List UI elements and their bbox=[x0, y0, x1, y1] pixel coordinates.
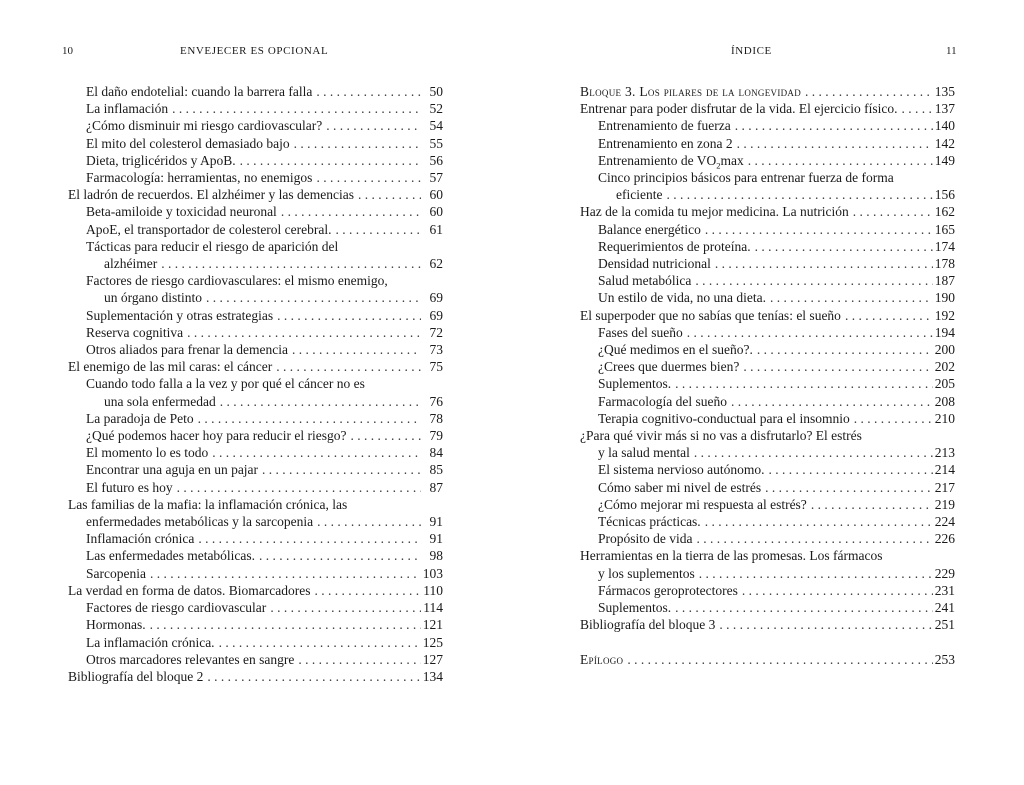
entry-title: El futuro es hoy bbox=[86, 479, 173, 495]
toc-section-entry bbox=[580, 135, 955, 152]
entry-title: Bibliografía del bloque 2 bbox=[68, 668, 204, 684]
entry-title: La inflamación crónica. bbox=[86, 634, 215, 650]
running-head: ÍNDICE bbox=[731, 45, 772, 57]
entry-page-number: 84 bbox=[429, 445, 443, 461]
entry-title: Cómo saber mi nivel de estrés bbox=[598, 479, 762, 495]
toc-section-entry bbox=[580, 117, 955, 134]
toc-section-entry bbox=[68, 238, 443, 272]
dot-leader bbox=[277, 203, 421, 220]
right-page bbox=[512, 0, 1024, 785]
dot-leader bbox=[753, 341, 933, 358]
entry-title: Las familias de la mafia: la inflamación crónica, las bbox=[68, 496, 348, 512]
page-number: 11 bbox=[946, 45, 957, 57]
entry-title: Epílogo bbox=[580, 651, 624, 667]
section-gap bbox=[580, 634, 955, 651]
table-of-contents bbox=[580, 83, 955, 668]
dot-leader bbox=[313, 513, 421, 530]
dot-leader bbox=[208, 444, 421, 461]
dot-leader bbox=[215, 634, 421, 651]
entry-page-number: 69 bbox=[429, 307, 443, 323]
entry-title: Entrenamiento de $VO_2\max$ bbox=[598, 152, 744, 171]
toc-section-entry bbox=[68, 152, 443, 169]
entry-title: El momento lo es todo bbox=[86, 445, 209, 461]
entry-title: El sistema nervioso autónomo. bbox=[598, 462, 765, 478]
entry-page-number: 140 bbox=[934, 118, 955, 134]
dot-leader bbox=[203, 668, 421, 685]
toc-section-entry bbox=[68, 479, 443, 496]
toc-section-entry bbox=[580, 358, 955, 375]
dot-leader bbox=[715, 616, 933, 633]
entry-title: El mito del colesterol demasiado bajo bbox=[86, 135, 290, 151]
toc-section-entry bbox=[580, 530, 955, 547]
entry-title-continuation: y la salud mental bbox=[598, 445, 690, 461]
dot-leader bbox=[332, 221, 421, 238]
dot-leader bbox=[354, 186, 421, 203]
toc-chapter-entry bbox=[580, 307, 955, 324]
running-head: ENVEJECER ES OPCIONAL bbox=[180, 45, 329, 57]
toc-chapter-entry bbox=[580, 616, 955, 633]
entry-title: Fases del sueño bbox=[598, 324, 683, 340]
entry-title: Encontrar una aguja en un pajar bbox=[86, 462, 259, 478]
entry-title: Técnicas prácticas. bbox=[598, 514, 701, 530]
entry-title: Un estilo de vida, no una dieta. bbox=[598, 290, 766, 306]
dot-leader bbox=[322, 117, 421, 134]
toc-section-entry bbox=[68, 565, 443, 582]
toc-section-entry bbox=[580, 375, 955, 392]
entry-page-number: 217 bbox=[934, 479, 955, 495]
toc-section-entry bbox=[68, 427, 443, 444]
entry-page-number: 127 bbox=[422, 651, 443, 667]
dot-leader bbox=[701, 221, 933, 238]
entry-page-number: 187 bbox=[934, 273, 955, 289]
toc-chapter-entry bbox=[580, 427, 955, 461]
entry-page-number: 103 bbox=[422, 565, 443, 581]
entry-page-number: 137 bbox=[934, 101, 955, 117]
entry-title: ¿Para qué vivir más si no vas a disfrutarlo? El estrés bbox=[580, 428, 862, 444]
table-of-contents bbox=[68, 83, 443, 685]
entry-title: Las enfermedades metabólicas. bbox=[86, 548, 256, 564]
entry-title: Farmacología del sueño bbox=[598, 393, 727, 409]
toc-section-entry bbox=[68, 547, 443, 564]
toc-section-entry bbox=[580, 272, 955, 289]
entry-title-continuation: enfermedades metabólicas y la sarcopenia bbox=[86, 514, 314, 530]
entry-page-number: 98 bbox=[429, 548, 443, 564]
entry-title: Terapia cognitivo-conductual para el insomnio bbox=[598, 410, 850, 426]
dot-leader bbox=[807, 496, 933, 513]
entry-title: Suplementación y otras estrategias bbox=[86, 307, 274, 323]
entry-title: Dieta, triglicéridos y ApoB. bbox=[86, 152, 236, 168]
dot-leader bbox=[727, 393, 933, 410]
dot-leader bbox=[236, 152, 421, 169]
entry-page-number: 200 bbox=[934, 342, 955, 358]
dot-leader bbox=[168, 100, 421, 117]
entry-page-number: 73 bbox=[429, 342, 443, 358]
toc-section-entry bbox=[68, 634, 443, 651]
entry-page-number: 87 bbox=[429, 479, 443, 495]
entry-title: Cinco principios básicos para entrenar fuerza de forma bbox=[598, 170, 894, 186]
dot-leader bbox=[671, 375, 933, 392]
dot-leader bbox=[739, 358, 933, 375]
entry-page-number: 79 bbox=[429, 428, 443, 444]
entry-title: Bloque 3. Los pilares de la longevidad bbox=[580, 84, 802, 99]
toc-section-entry bbox=[68, 444, 443, 461]
entry-page-number: 224 bbox=[934, 514, 955, 530]
entry-page-number: 121 bbox=[422, 617, 443, 633]
entry-page-number: 57 bbox=[429, 170, 443, 186]
dot-leader bbox=[266, 599, 421, 616]
dot-leader bbox=[272, 358, 421, 375]
toc-section-entry bbox=[68, 651, 443, 668]
entry-title-continuation: y los suplementos bbox=[598, 565, 695, 581]
entry-title: La paradoja de Peto bbox=[86, 410, 194, 426]
toc-section-entry bbox=[580, 255, 955, 272]
toc-section-entry bbox=[580, 169, 955, 203]
dot-leader bbox=[764, 461, 933, 478]
toc-chapter-entry bbox=[68, 668, 443, 685]
dot-leader bbox=[216, 393, 421, 410]
entry-page-number: 54 bbox=[429, 118, 443, 134]
toc-section-entry bbox=[580, 393, 955, 410]
entry-page-number: 213 bbox=[934, 445, 955, 461]
toc-section-entry bbox=[580, 513, 955, 530]
entry-title: Haz de la comida tu mejor medicina. La nutrición bbox=[580, 204, 849, 220]
dot-leader bbox=[897, 100, 933, 117]
toc-section-entry bbox=[580, 324, 955, 341]
toc-section-entry bbox=[580, 479, 955, 496]
toc-chapter-entry bbox=[68, 358, 443, 375]
toc-section-entry bbox=[580, 599, 955, 616]
toc-section-entry bbox=[580, 582, 955, 599]
entry-page-number: 178 bbox=[934, 256, 955, 272]
entry-title: Tácticas para reducir el riesgo de aparición del bbox=[86, 238, 339, 254]
dot-leader bbox=[312, 83, 421, 100]
entry-title-continuation: eficiente bbox=[616, 187, 663, 203]
entry-title: La verdad en forma de datos. Biomarcadores bbox=[68, 582, 311, 598]
toc-section-entry bbox=[68, 203, 443, 220]
toc-section-entry bbox=[68, 117, 443, 134]
entry-page-number: 69 bbox=[429, 290, 443, 306]
toc-section-entry bbox=[68, 599, 443, 616]
dot-leader bbox=[761, 479, 933, 496]
dot-leader bbox=[294, 651, 421, 668]
toc-section-entry bbox=[68, 169, 443, 186]
entry-page-number: 125 bbox=[422, 634, 443, 650]
dot-leader bbox=[850, 410, 933, 427]
entry-page-number: 55 bbox=[429, 135, 443, 151]
dot-leader bbox=[623, 651, 933, 668]
entry-title: ¿Qué podemos hacer hoy para reducir el riesgo? bbox=[86, 428, 347, 444]
toc-section-entry bbox=[580, 341, 955, 358]
entry-page-number: 226 bbox=[934, 531, 955, 547]
entry-title: Suplementos. bbox=[598, 376, 672, 392]
dot-leader bbox=[738, 582, 933, 599]
entry-page-number: 194 bbox=[934, 324, 955, 340]
entry-title: Propósito de vida bbox=[598, 531, 693, 547]
entry-page-number: 61 bbox=[429, 221, 443, 237]
toc-chapter-entry bbox=[68, 496, 443, 530]
dot-leader bbox=[312, 169, 421, 186]
dot-leader bbox=[801, 83, 933, 100]
dot-leader bbox=[751, 238, 933, 255]
entry-page-number: 231 bbox=[934, 582, 955, 598]
dot-leader bbox=[290, 135, 421, 152]
toc-chapter-entry bbox=[580, 651, 955, 668]
entry-title: Otros marcadores relevantes en sangre bbox=[86, 651, 295, 667]
dot-leader bbox=[146, 616, 421, 633]
dot-leader bbox=[744, 152, 933, 169]
entry-page-number: 229 bbox=[934, 565, 955, 581]
toc-section-entry bbox=[580, 221, 955, 238]
page-number: 10 bbox=[62, 45, 73, 57]
entry-title: Salud metabólica bbox=[598, 273, 692, 289]
entry-title: El daño endotelial: cuando la barrera falla bbox=[86, 84, 313, 99]
entry-page-number: 91 bbox=[429, 531, 443, 547]
entry-page-number: 142 bbox=[934, 135, 955, 151]
dot-leader bbox=[183, 324, 421, 341]
entry-title: Entrenamiento de fuerza bbox=[598, 118, 731, 134]
entry-page-number: 219 bbox=[934, 496, 955, 512]
toc-section-entry bbox=[68, 530, 443, 547]
entry-page-number: 214 bbox=[934, 462, 955, 478]
entry-page-number: 210 bbox=[934, 410, 955, 426]
dot-leader bbox=[693, 530, 934, 547]
entry-page-number: 50 bbox=[429, 84, 443, 99]
toc-section-entry bbox=[580, 238, 955, 255]
toc-section-entry bbox=[580, 152, 955, 169]
dot-leader bbox=[194, 410, 421, 427]
dot-leader bbox=[288, 341, 421, 358]
toc-section-entry bbox=[68, 221, 443, 238]
toc-chapter-entry bbox=[580, 203, 955, 220]
toc-section-entry bbox=[68, 100, 443, 117]
entry-title: Entrenamiento en zona 2 bbox=[598, 135, 733, 151]
toc-chapter-entry bbox=[580, 547, 955, 581]
entry-title: Farmacología: herramientas, no enemigos bbox=[86, 170, 313, 186]
entry-page-number: 205 bbox=[934, 376, 955, 392]
toc-section-entry bbox=[68, 324, 443, 341]
toc-section-entry bbox=[580, 461, 955, 478]
dot-leader bbox=[311, 582, 421, 599]
entry-page-number: 190 bbox=[934, 290, 955, 306]
entry-title-continuation: una sola enfermedad bbox=[104, 393, 216, 409]
entry-title: Balance energético bbox=[598, 221, 701, 237]
entry-page-number: 62 bbox=[429, 256, 443, 272]
entry-page-number: 251 bbox=[934, 617, 955, 633]
entry-page-number: 174 bbox=[934, 238, 955, 254]
entry-title: Densidad nutricional bbox=[598, 256, 711, 272]
entry-page-number: 78 bbox=[429, 410, 443, 426]
entry-page-number: 110 bbox=[423, 582, 443, 598]
entry-page-number: 134 bbox=[422, 668, 443, 684]
entry-page-number: 114 bbox=[423, 600, 443, 616]
entry-title: El enemigo de las mil caras: el cáncer bbox=[68, 359, 273, 375]
entry-page-number: 56 bbox=[429, 152, 443, 168]
dot-leader bbox=[841, 307, 933, 324]
entry-title: Fármacos geroprotectores bbox=[598, 582, 738, 598]
dot-leader bbox=[731, 117, 933, 134]
entry-page-number: 91 bbox=[429, 514, 443, 530]
dot-leader bbox=[683, 324, 933, 341]
entry-page-number: 60 bbox=[429, 187, 443, 203]
toc-chapter-entry bbox=[68, 186, 443, 203]
dot-leader bbox=[671, 599, 933, 616]
dot-leader bbox=[173, 479, 421, 496]
entry-page-number: 135 bbox=[934, 84, 955, 99]
dot-leader bbox=[273, 307, 421, 324]
entry-page-number: 149 bbox=[934, 152, 955, 168]
toc-chapter-entry bbox=[580, 100, 955, 117]
entry-title: ¿Cómo mejorar mi respuesta al estrés? bbox=[598, 496, 807, 512]
entry-title: Entrenar para poder disfrutar de la vida. El ejercicio físico. bbox=[580, 101, 898, 117]
dot-leader bbox=[347, 427, 421, 444]
entry-title: Otros aliados para frenar la demencia bbox=[86, 342, 289, 358]
dot-leader bbox=[695, 565, 933, 582]
entry-title: ¿Crees que duermes bien? bbox=[598, 359, 740, 375]
toc-section-entry bbox=[68, 341, 443, 358]
entry-page-number: 76 bbox=[429, 393, 443, 409]
toc-section-entry bbox=[68, 410, 443, 427]
dot-leader bbox=[194, 530, 421, 547]
toc-section-entry bbox=[68, 307, 443, 324]
dot-leader bbox=[157, 255, 421, 272]
dot-leader bbox=[258, 461, 421, 478]
toc-section-entry bbox=[68, 616, 443, 633]
entry-page-number: 72 bbox=[429, 324, 443, 340]
entry-title-continuation: alzhéimer bbox=[104, 256, 158, 272]
entry-page-number: 75 bbox=[429, 359, 443, 375]
toc-section-entry bbox=[68, 272, 443, 306]
dot-leader bbox=[690, 444, 933, 461]
toc-section-entry bbox=[580, 496, 955, 513]
dot-leader bbox=[202, 289, 421, 306]
toc-section-entry bbox=[580, 410, 955, 427]
toc-section-entry bbox=[68, 375, 443, 409]
entry-title: Sarcopenia bbox=[86, 565, 146, 581]
dot-leader bbox=[662, 186, 933, 203]
dot-leader bbox=[849, 203, 933, 220]
entry-title: Beta-amiloide y toxicidad neuronal bbox=[86, 204, 277, 220]
dot-leader bbox=[701, 513, 933, 530]
entry-title: Herramientas en la tierra de las promesas. Los fármacos bbox=[580, 548, 883, 564]
dot-leader bbox=[255, 547, 421, 564]
toc-section-entry bbox=[580, 289, 955, 306]
entry-title: Factores de riesgo cardiovascular bbox=[86, 600, 267, 616]
dot-leader bbox=[766, 289, 933, 306]
entry-title: El ladrón de recuerdos. El alzhéimer y las demencias bbox=[68, 187, 355, 203]
entry-title: ¿Cómo disminuir mi riesgo cardiovascular? bbox=[86, 118, 323, 134]
entry-page-number: 52 bbox=[429, 101, 443, 117]
toc-chapter-entry bbox=[68, 582, 443, 599]
entry-title: Cuando todo falla a la vez y por qué el cáncer no es bbox=[86, 376, 365, 392]
entry-title-continuation: un órgano distinto bbox=[104, 290, 203, 306]
entry-title: Requerimientos de proteína. bbox=[598, 238, 751, 254]
toc-section-entry bbox=[68, 461, 443, 478]
dot-leader bbox=[691, 272, 933, 289]
entry-page-number: 241 bbox=[934, 600, 955, 616]
entry-title: El superpoder que no sabías que tenías: el sueño bbox=[580, 307, 841, 323]
dot-leader bbox=[711, 255, 933, 272]
dot-leader bbox=[733, 135, 933, 152]
toc-section-entry bbox=[68, 135, 443, 152]
entry-title: La inflamación bbox=[86, 101, 169, 117]
entry-page-number: 202 bbox=[934, 359, 955, 375]
entry-title: Bibliografía del bloque 3 bbox=[580, 617, 716, 633]
entry-title: Factores de riesgo cardiovasculares: el mismo enemigo, bbox=[86, 273, 388, 289]
entry-page-number: 165 bbox=[934, 221, 955, 237]
entry-page-number: 192 bbox=[934, 307, 955, 323]
entry-title: ¿Qué medimos en el sueño?. bbox=[598, 342, 753, 358]
entry-page-number: 85 bbox=[429, 462, 443, 478]
dot-leader bbox=[146, 565, 421, 582]
entry-page-number: 253 bbox=[934, 651, 955, 667]
entry-title: Reserva cognitiva bbox=[86, 324, 184, 340]
entry-page-number: 60 bbox=[429, 204, 443, 220]
entry-title: Suplementos. bbox=[598, 600, 672, 616]
entry-page-number: 208 bbox=[934, 393, 955, 409]
entry-page-number: 162 bbox=[934, 204, 955, 220]
toc-section-entry bbox=[68, 83, 443, 100]
entry-page-number: 156 bbox=[934, 187, 955, 203]
entry-title: Hormonas. bbox=[86, 617, 146, 633]
entry-title: Inflamación crónica bbox=[86, 531, 195, 547]
entry-title: ApoE, el transportador de colesterol cerebral. bbox=[86, 221, 332, 237]
toc-chapter-entry bbox=[580, 83, 955, 100]
